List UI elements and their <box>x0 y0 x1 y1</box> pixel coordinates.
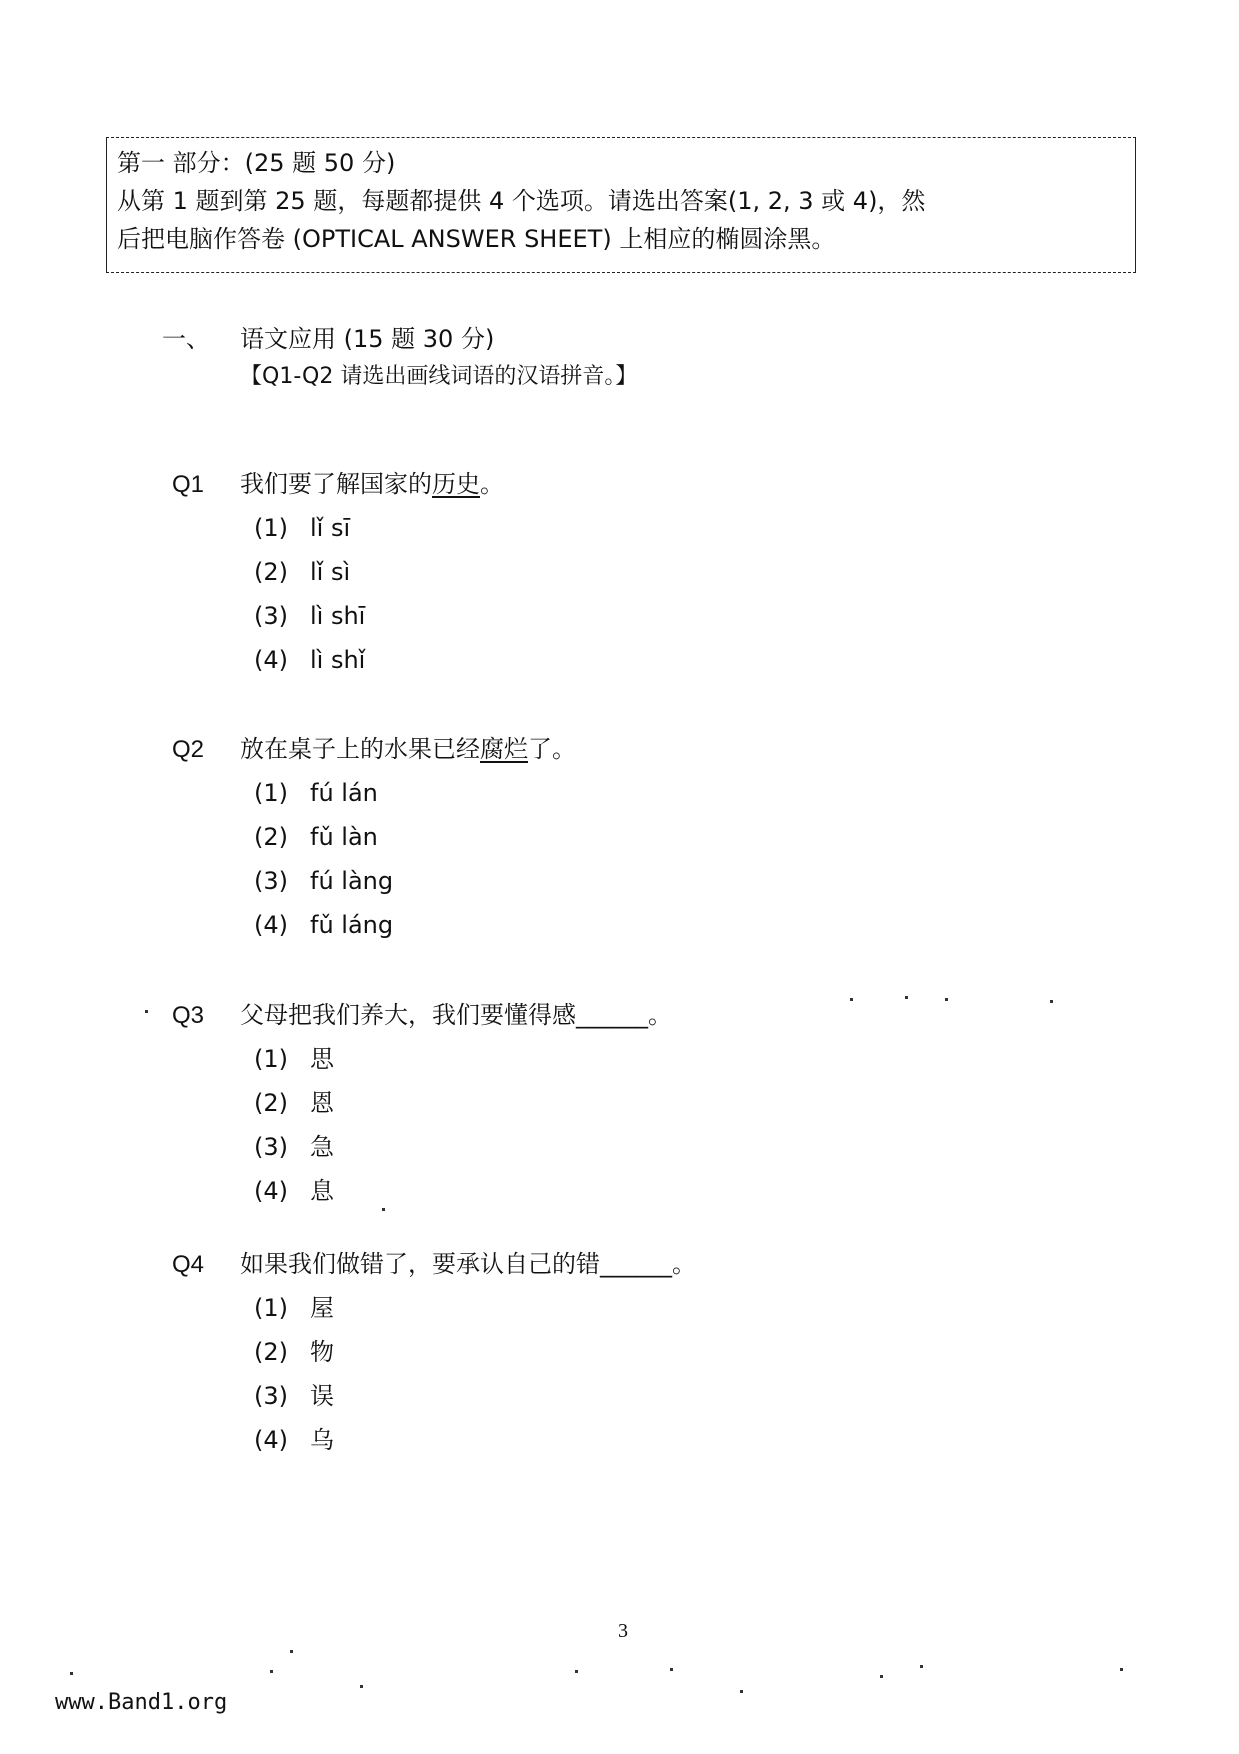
question-number: Q3 <box>172 1002 205 1029</box>
scan-speck <box>270 1670 273 1673</box>
option-text: 屋 <box>310 1294 334 1322</box>
scan-speck <box>905 996 908 999</box>
option-text: 思 <box>310 1045 334 1073</box>
option <box>254 1330 696 1374</box>
scan-speck <box>850 998 853 1001</box>
option <box>254 1374 696 1418</box>
option-text: 误 <box>310 1382 334 1410</box>
scan-speck <box>360 1685 363 1688</box>
question-number: Q2 <box>172 736 205 763</box>
section-title: 语文应用 (15 题 30 分) <box>240 325 495 353</box>
stem-underlined: 腐烂 <box>480 735 528 763</box>
option <box>254 594 504 638</box>
scan-speck <box>145 1010 148 1013</box>
option-label: (2) <box>254 823 288 851</box>
question-stem <box>240 735 576 763</box>
option <box>254 903 576 947</box>
option <box>254 815 576 859</box>
option-label: (2) <box>254 1089 288 1117</box>
option-label: (1) <box>254 1294 288 1322</box>
scan-speck <box>880 1675 883 1678</box>
option <box>254 771 576 815</box>
option-text: lǐ sī <box>310 514 351 542</box>
stem-text: 如果我们做错了，要承认自己的错 <box>240 1250 600 1278</box>
question-q3 <box>172 993 672 1213</box>
question-number: Q4 <box>172 1251 205 1278</box>
option <box>254 638 504 682</box>
section-header <box>162 322 494 356</box>
option-text: fǔ láng <box>310 911 394 939</box>
stem-blank: ______ <box>600 1250 672 1278</box>
options-list <box>254 771 576 947</box>
option-label: (4) <box>254 1426 288 1454</box>
option-text: 恩 <box>310 1089 334 1117</box>
option-label: (4) <box>254 911 288 939</box>
scan-speck <box>1050 1000 1053 1003</box>
option-label: (4) <box>254 1177 288 1205</box>
option-text: 急 <box>310 1133 334 1161</box>
scan-speck <box>70 1672 73 1675</box>
stem-underlined: 历史 <box>432 470 480 498</box>
option-text: 乌 <box>310 1426 334 1454</box>
option-label: (1) <box>254 1045 288 1073</box>
stem-text-end: 了。 <box>528 735 576 763</box>
option <box>254 506 504 550</box>
option-text: fǔ làn <box>310 823 378 851</box>
scan-speck <box>920 1665 923 1668</box>
question-q2 <box>172 727 576 947</box>
option <box>254 550 504 594</box>
stem-text-end: 。 <box>480 470 504 498</box>
option-text: 息 <box>310 1177 334 1205</box>
option <box>254 1081 672 1125</box>
option-text: lì shǐ <box>310 646 366 674</box>
scan-speck <box>575 1670 578 1673</box>
option <box>254 1125 672 1169</box>
page-number: 3 <box>618 1620 628 1642</box>
scan-speck <box>945 998 948 1001</box>
scan-speck <box>670 1668 673 1671</box>
option-text: lì shī <box>310 602 366 630</box>
option-text: lǐ sì <box>310 558 351 586</box>
options-list <box>254 1286 696 1462</box>
instructions-line-3: 后把电脑作答卷 (OPTICAL ANSWER SHEET) 上相应的椭圆涂黑。 <box>117 225 836 253</box>
option-text: fú lán <box>310 779 378 807</box>
options-list <box>254 506 504 682</box>
option-label: (1) <box>254 779 288 807</box>
scan-speck <box>290 1650 293 1653</box>
scan-speck <box>382 1208 385 1211</box>
instructions-box <box>106 137 1136 273</box>
option <box>254 1286 696 1330</box>
section-instruction: 【Q1-Q2 请选出画线词语的汉语拼音。】 <box>240 364 638 389</box>
instructions-line-2: 从第 1 题到第 25 题，每题都提供 4 个选项。请选出答案(1, 2, 3 或 4)，然 <box>117 187 926 215</box>
scan-speck <box>740 1690 743 1693</box>
option-label: (2) <box>254 558 288 586</box>
scan-speck <box>1120 1668 1123 1671</box>
option-text: 物 <box>310 1338 334 1366</box>
option-label: (3) <box>254 867 288 895</box>
stem-text: 我们要了解国家的 <box>240 470 432 498</box>
instructions-line-1: 第一 部分：(25 题 50 分) <box>117 149 396 177</box>
question-stem <box>240 470 504 498</box>
question-stem <box>240 1250 696 1278</box>
option <box>254 1037 672 1081</box>
option <box>254 1169 672 1213</box>
stem-text-end: 。 <box>672 1250 696 1278</box>
question-number: Q1 <box>172 471 205 498</box>
options-list <box>254 1037 672 1213</box>
stem-text: 父母把我们养大，我们要懂得感 <box>240 1001 576 1029</box>
option-label: (4) <box>254 646 288 674</box>
option-label: (3) <box>254 602 288 630</box>
option-label: (2) <box>254 1338 288 1366</box>
stem-text-end: 。 <box>648 1001 672 1029</box>
stem-text: 放在桌子上的水果已经 <box>240 735 480 763</box>
question-q1 <box>172 462 504 682</box>
stem-blank: ______ <box>576 1001 648 1029</box>
option-label: (3) <box>254 1382 288 1410</box>
footer-url: www.Band1.org <box>55 1690 228 1715</box>
question-q4 <box>172 1242 696 1462</box>
option-text: fú làng <box>310 867 394 895</box>
section-number: 一、 <box>162 325 210 353</box>
question-stem <box>240 1001 672 1029</box>
option-label: (3) <box>254 1133 288 1161</box>
option <box>254 859 576 903</box>
option-label: (1) <box>254 514 288 542</box>
option <box>254 1418 696 1462</box>
